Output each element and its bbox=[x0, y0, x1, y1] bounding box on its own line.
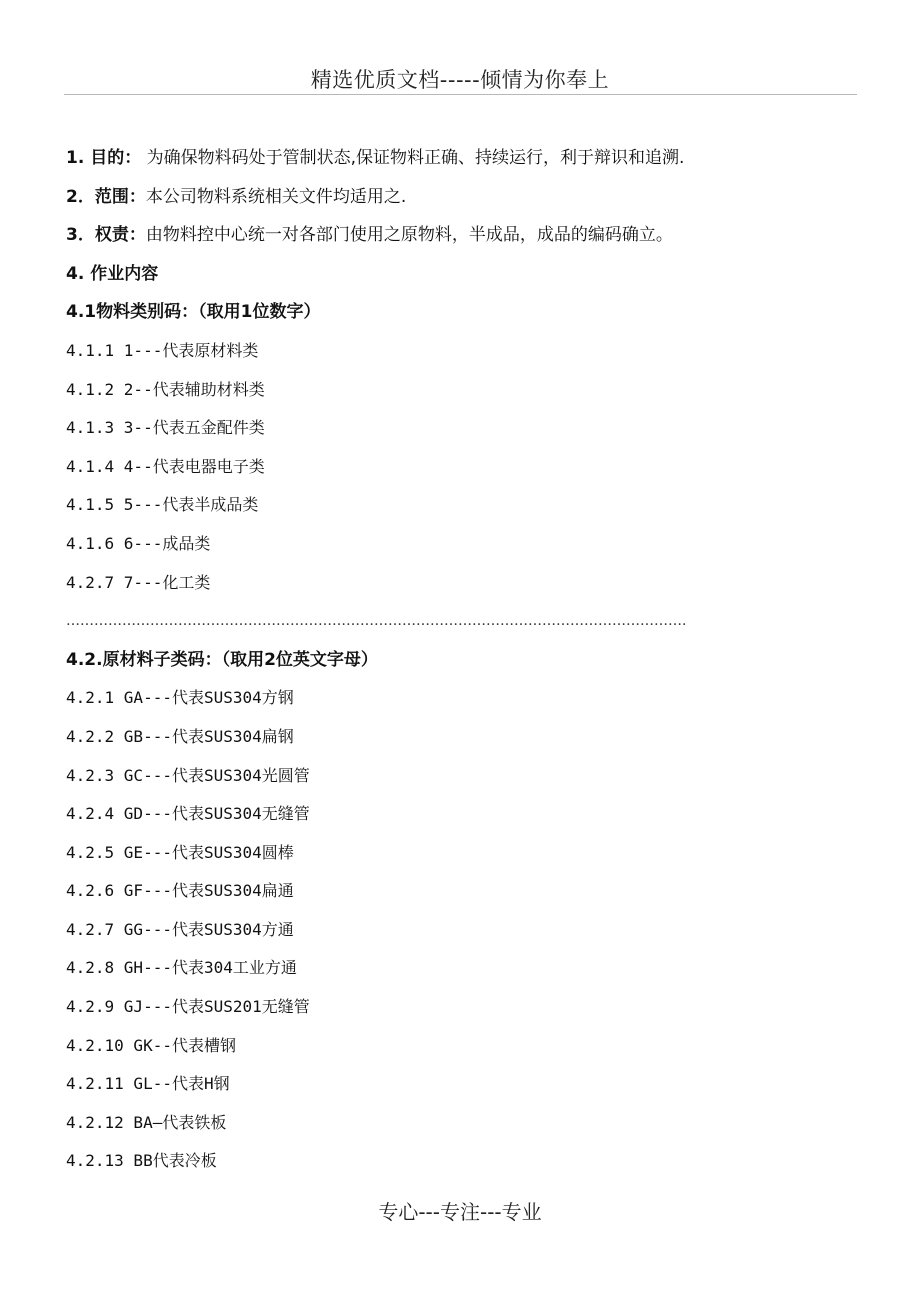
list-item: 4.2.7 7---化工类 bbox=[66, 572, 211, 592]
list-item: 4.1.3 3--代表五金配件类 bbox=[66, 418, 265, 438]
section-work-content-title: 4. 作业内容 bbox=[66, 263, 159, 284]
section-text: 为确保物料码处于管制状态,保证物料正确、持续运行，利于辩识和追溯. bbox=[141, 148, 685, 168]
section-label: 2．范围： bbox=[66, 186, 146, 207]
list-item: 4.2.11 GL--代表H钢 bbox=[66, 1074, 230, 1094]
list-item: 4.2.1 GA---代表SUS304方钢 bbox=[66, 688, 294, 708]
header-divider bbox=[64, 94, 857, 95]
list-item: 4.2.7 GG---代表SUS304方通 bbox=[66, 919, 294, 939]
section-text: 由物料控中心统一对各部门使用之原物料，半成品，成品的编码确立。 bbox=[145, 225, 673, 246]
list-item: 4.2.10 GK--代表槽钢 bbox=[66, 1035, 236, 1055]
list-item: 4.2.8 GH---代表304工业方通 bbox=[66, 958, 297, 978]
list-item: 4.2.6 GF---代表SUS304扁通 bbox=[66, 881, 294, 901]
list-item: 4.1.5 5---代表半成品类 bbox=[66, 495, 259, 515]
list-item: 4.2.4 GD---代表SUS304无缝管 bbox=[66, 804, 310, 824]
list-item: 4.2.12 BA—代表铁板 bbox=[66, 1112, 227, 1132]
dotted-separator: ……………………………………………………………………………………………………………………. bbox=[66, 613, 687, 630]
list-item: 4.1.6 6---成品类 bbox=[66, 533, 211, 553]
section-scope bbox=[66, 182, 846, 221]
list-item: 4.2.5 GE---代表SUS304圆棒 bbox=[66, 842, 294, 862]
section-text: 本公司物料系统相关文件均适用之. bbox=[145, 186, 407, 207]
section-purpose bbox=[66, 143, 846, 182]
list-item: 4.2.13 BB代表冷板 bbox=[66, 1151, 217, 1171]
list-item: 4.1.2 2--代表辅助材料类 bbox=[66, 379, 265, 399]
list-item: 4.2.9 GJ---代表SUS201无缝管 bbox=[66, 997, 310, 1017]
section-label: 1. 目的： bbox=[66, 148, 142, 168]
list-item: 4.1.1 1---代表原材料类 bbox=[66, 340, 259, 360]
section-responsibility bbox=[66, 220, 846, 259]
page-footer-text: 专心---专注---专业 bbox=[378, 1200, 542, 1224]
list-item: 4.2.3 GC---代表SUS304光圆管 bbox=[66, 765, 310, 785]
page-header-title: 精选优质文档-----倾情为你奉上 bbox=[310, 68, 610, 92]
section-label: 3．权责： bbox=[66, 225, 146, 246]
category-code-title: 4.1物料类别码：（取用1位数字） bbox=[66, 302, 321, 323]
list-item: 4.2.2 GB---代表SUS304扁钢 bbox=[66, 726, 294, 746]
list-item: 4.1.4 4--代表电器电子类 bbox=[66, 456, 265, 476]
subcategory-code-title: 4.2.原材料子类码：（取用2位英文字母） bbox=[66, 649, 378, 670]
document-body bbox=[66, 143, 846, 1185]
